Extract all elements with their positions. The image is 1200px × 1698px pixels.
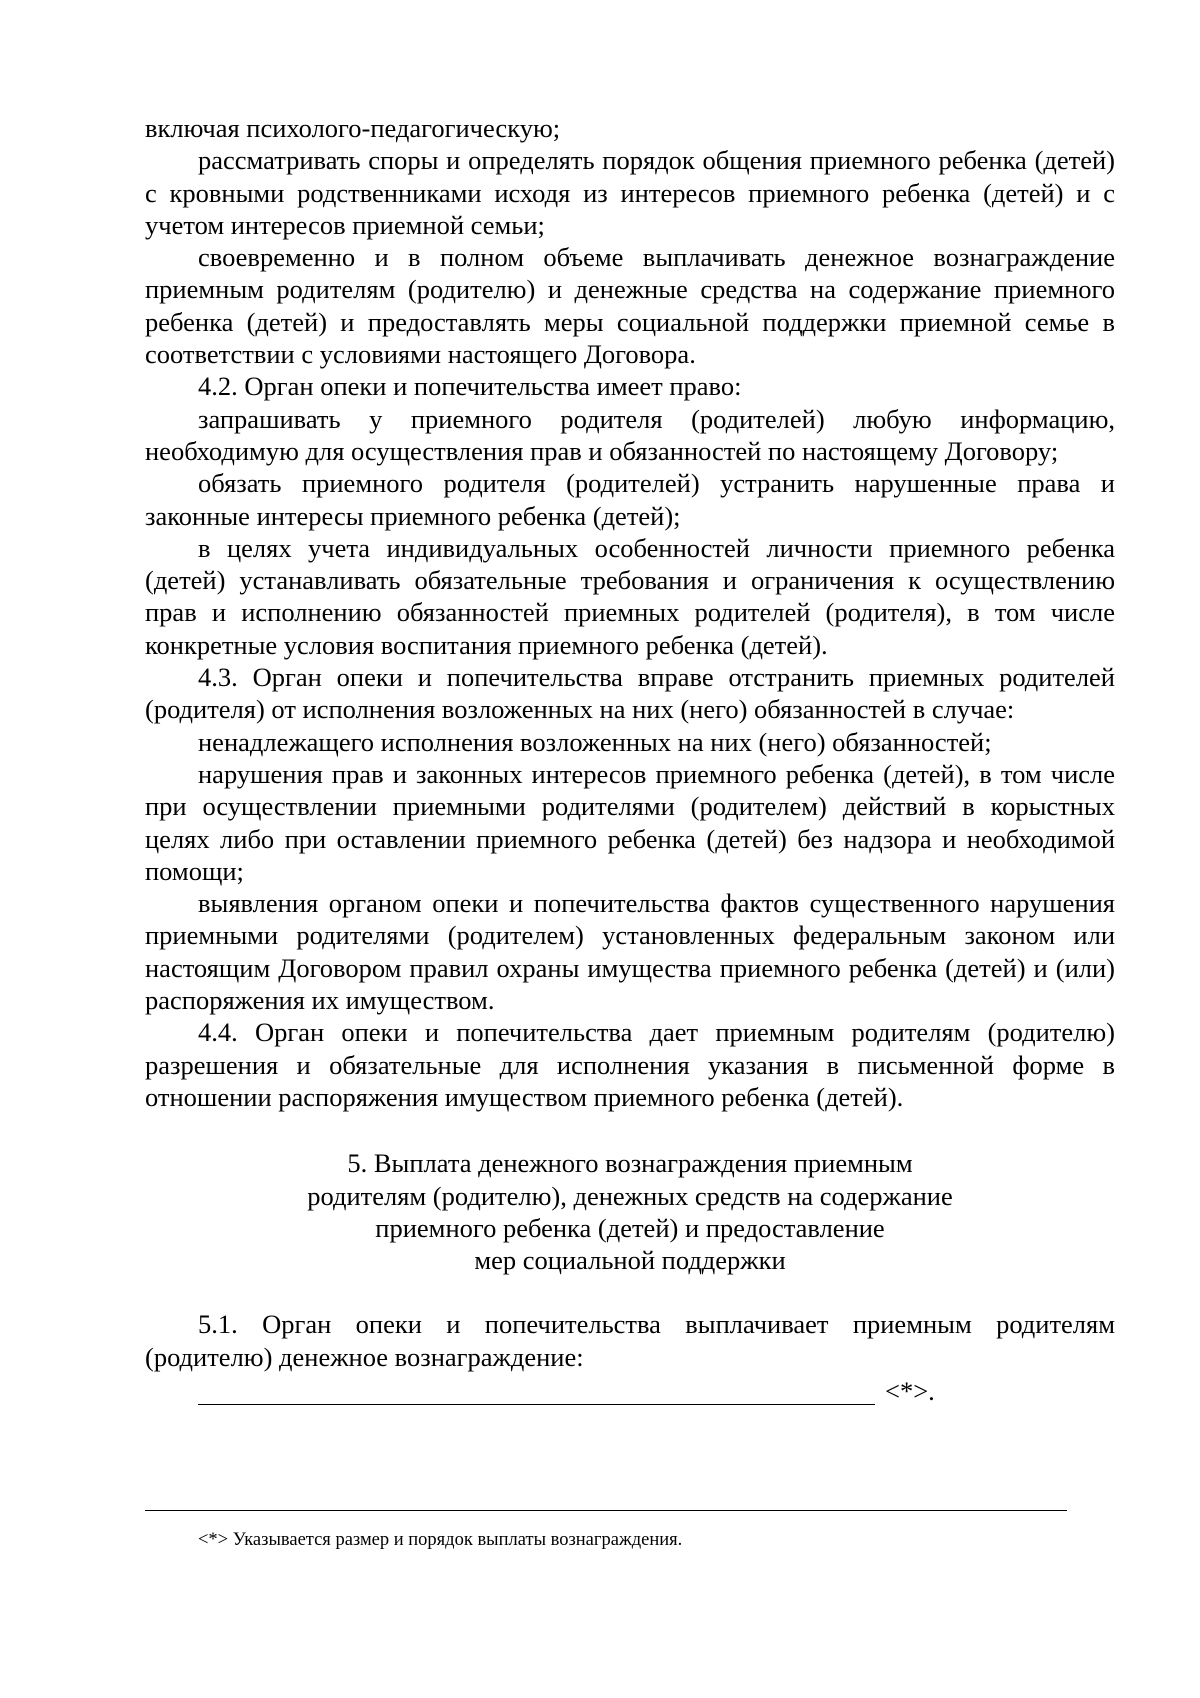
paragraph: 5.1. Орган опеки и попечительства выплачивает приемным родителям (родителю) денежное вознаграждение: [145, 1309, 1115, 1372]
paragraph: в целях учета индивидуальных особенностей личности приемного ребенка (детей) устанавливать обязательные требования и ограничения к осуществлению прав и исполнению обязанностей приемных родителей (родителя), в том числе конкретные условия воспитания приемного ребенка (детей). [145, 532, 1115, 660]
document-body-bottom [145, 1308, 1115, 1373]
paragraph: своевременно и в полном объеме выплачивать денежное вознаграждение приемным родителям (родителю) и денежные средства на содержание приемного ребенка (детей) и предоставлять меры социальной поддержки приемной семье в соответствии с условиями настоящего Договора. [145, 242, 1115, 370]
paragraph: включая психолого-педагогическую; [145, 113, 561, 143]
heading-line: мер социальной поддержки [474, 1245, 786, 1276]
paragraph: обязать приемного родителя (родителей) устранить нарушенные права и законные интересы приемного ребенка (детей); [145, 468, 1115, 531]
paragraph: рассматривать споры и определять порядок общения приемного ребенка (детей) с кровными родственниками исходя из интересов приемного ребенка (детей) и с учетом интересов приемной семьи; [145, 145, 1115, 240]
paragraph: запрашивать у приемного родителя (родителей) любую информацию, необходимую для осуществления прав и обязанностей по настоящему Договору; [145, 403, 1115, 466]
blank-fill-line [145, 1375, 1115, 1409]
paragraph: 4.3. Орган опеки и попечительства вправе отстранить приемных родителей (родителя) от исполнения возложенных на них (него) обязанностей в случае: [145, 662, 1115, 725]
paragraph: ненадлежащего исполнения возложенных на них (него) обязанностей; [198, 726, 992, 757]
paragraph: выявления органом опеки и попечительства фактов существенного нарушения приемными родителями (родителем) установленных федеральным законом или настоящим Договором правил охраны имущества приемного ребенка (детей) и (или) распоряжения их имуществом. [145, 888, 1115, 1016]
paragraph: 4.2. Орган опеки и попечительства имеет право: [198, 371, 742, 402]
heading-line: приемного ребенка (детей) и предоставление [375, 1212, 885, 1243]
paragraph: нарушения прав и законных интересов приемного ребенка (детей), в том числе при осуществлении приемными родителями (родителем) действий в корыстных целях либо при оставлении приемного ребенка (детей) без надзора и необходимой помощи; [145, 758, 1115, 886]
footnote-separator [145, 1510, 1067, 1511]
heading-line: родителям (родителю), денежных средств на содержание [307, 1180, 953, 1211]
paragraph: 4.4. Орган опеки и попечительства дает приемным родителям (родителю) разрешения и обязательные для исполнения указания в письменной форме в отношении распоряжения имуществом приемного ребенка (детей). [145, 1017, 1115, 1112]
document-page [145, 112, 1115, 1409]
footnote-reference: <*>. [885, 1375, 935, 1406]
document-body-top [145, 112, 1115, 1113]
fill-in-underline [198, 1404, 875, 1405]
footnote-text: <*> Указывается размер и порядок выплаты вознаграждения. [198, 1530, 683, 1550]
section-5-heading [145, 1147, 1115, 1276]
heading-line: 5. Выплата денежного вознаграждения приемным [347, 1148, 913, 1179]
